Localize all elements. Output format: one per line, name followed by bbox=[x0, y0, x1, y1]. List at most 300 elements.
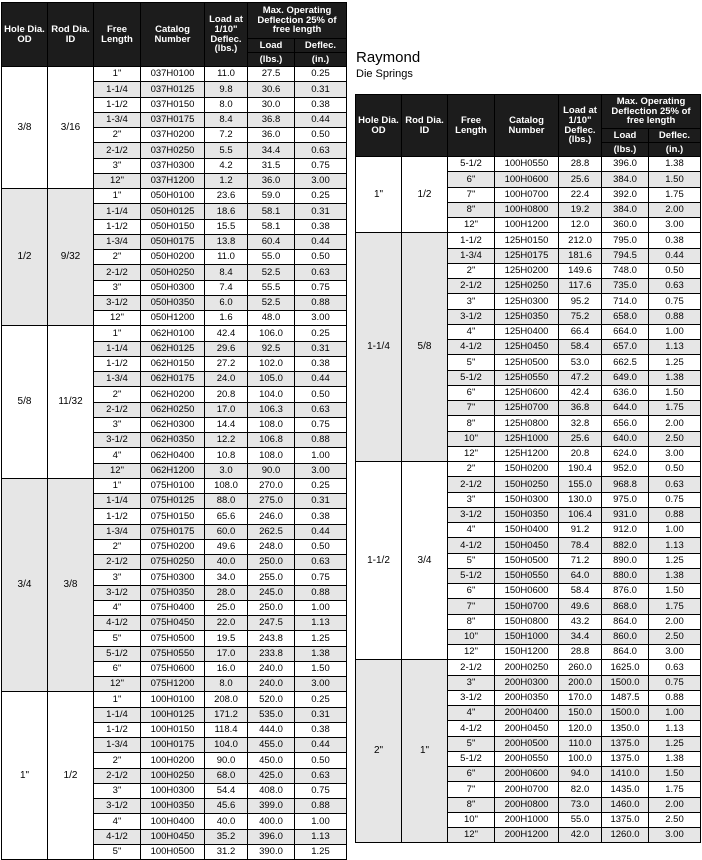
free-cell: 3" bbox=[94, 570, 141, 585]
max-deflec-cell: 1.75 bbox=[649, 401, 701, 416]
max-deflec-cell: 0.44 bbox=[295, 524, 347, 539]
max-load-cell: 262.5 bbox=[248, 524, 295, 539]
load-cell: 208.0 bbox=[205, 692, 248, 707]
load-cell: 200.0 bbox=[559, 675, 602, 690]
load-cell: 10.8 bbox=[205, 448, 248, 463]
max-load-cell: 48.0 bbox=[248, 311, 295, 326]
max-deflec-cell: 0.63 bbox=[649, 279, 701, 294]
load-cell: 71.2 bbox=[559, 553, 602, 568]
load-cell: 11.0 bbox=[205, 250, 248, 265]
catalog-cell: 100H0700 bbox=[495, 187, 559, 202]
catalog-cell: 125H0450 bbox=[495, 340, 559, 355]
max-load-cell: 1410.0 bbox=[602, 767, 649, 782]
max-deflec-cell: 0.50 bbox=[295, 128, 347, 143]
max-load-cell: 664.0 bbox=[602, 324, 649, 339]
max-load-cell: 952.0 bbox=[602, 462, 649, 477]
catalog-cell: 075H1200 bbox=[141, 677, 205, 692]
load-cell: 11.0 bbox=[205, 67, 248, 82]
header-unit-in: (in.) bbox=[649, 143, 701, 157]
max-deflec-cell: 1.13 bbox=[295, 616, 347, 631]
free-cell: 1-1/2 bbox=[94, 219, 141, 234]
load-cell: 1.6 bbox=[205, 311, 248, 326]
max-deflec-cell: 0.38 bbox=[649, 233, 701, 248]
max-load-cell: 399.0 bbox=[248, 799, 295, 814]
free-cell: 4" bbox=[448, 706, 495, 721]
catalog-cell: 200H0550 bbox=[495, 751, 559, 766]
load-cell: 260.0 bbox=[559, 660, 602, 675]
free-cell: 6" bbox=[448, 584, 495, 599]
max-load-cell: 36.0 bbox=[248, 128, 295, 143]
max-load-cell: 748.0 bbox=[602, 263, 649, 278]
max-load-cell: 735.0 bbox=[602, 279, 649, 294]
max-deflec-cell: 0.63 bbox=[649, 477, 701, 492]
header-max-deflection: Max. Operating Deflection 25% of free length bbox=[602, 95, 701, 129]
free-cell: 1-1/4 bbox=[94, 341, 141, 356]
catalog-cell: 075H0500 bbox=[141, 631, 205, 646]
max-load-cell: 396.0 bbox=[248, 829, 295, 844]
max-deflec-cell: 0.38 bbox=[295, 356, 347, 371]
max-deflec-cell: 0.63 bbox=[295, 143, 347, 158]
catalog-cell: 150H0550 bbox=[495, 568, 559, 583]
catalog-cell: 100H0200 bbox=[141, 753, 205, 768]
table-row bbox=[2, 189, 347, 204]
header-rod-dia: Rod Dia. ID bbox=[402, 95, 448, 157]
load-cell: 58.4 bbox=[559, 584, 602, 599]
header-hole-dia: Hole Dia. OD bbox=[2, 3, 48, 67]
free-cell: 1" bbox=[94, 692, 141, 707]
max-load-cell: 58.1 bbox=[248, 219, 295, 234]
rod-dia-cell: 1/2 bbox=[48, 692, 94, 860]
max-deflec-cell: 0.88 bbox=[295, 433, 347, 448]
load-cell: 150.0 bbox=[559, 706, 602, 721]
max-deflec-cell: 1.25 bbox=[649, 355, 701, 370]
hole-dia-cell: 1-1/2 bbox=[356, 462, 402, 660]
free-cell: 7" bbox=[448, 599, 495, 614]
load-cell: 1.2 bbox=[205, 173, 248, 188]
max-load-cell: 105.0 bbox=[248, 372, 295, 387]
catalog-cell: 062H0125 bbox=[141, 341, 205, 356]
header-max-deflec: Deflec. bbox=[295, 39, 347, 53]
max-deflec-cell: 0.63 bbox=[295, 265, 347, 280]
free-cell: 6" bbox=[94, 661, 141, 676]
max-deflec-cell: 0.88 bbox=[295, 585, 347, 600]
max-load-cell: 860.0 bbox=[602, 629, 649, 644]
max-deflec-cell: 1.38 bbox=[295, 646, 347, 661]
brand-name: Raymond bbox=[356, 49, 421, 66]
max-deflec-cell: 1.75 bbox=[649, 782, 701, 797]
catalog-cell: 075H0350 bbox=[141, 585, 205, 600]
max-load-cell: 255.0 bbox=[248, 570, 295, 585]
max-deflec-cell: 0.31 bbox=[295, 204, 347, 219]
max-deflec-cell: 0.31 bbox=[295, 82, 347, 97]
load-cell: 75.2 bbox=[559, 309, 602, 324]
catalog-cell: 150H0600 bbox=[495, 584, 559, 599]
max-deflec-cell: 1.38 bbox=[649, 157, 701, 172]
load-cell: 42.4 bbox=[559, 385, 602, 400]
catalog-cell: 125H0700 bbox=[495, 401, 559, 416]
free-cell: 5-1/2 bbox=[448, 751, 495, 766]
load-cell: 12.0 bbox=[559, 218, 602, 233]
catalog-cell: 125H0800 bbox=[495, 416, 559, 431]
catalog-cell: 125H0250 bbox=[495, 279, 559, 294]
header-catalog-number: Catalog Number bbox=[495, 95, 559, 157]
max-load-cell: 384.0 bbox=[602, 202, 649, 217]
max-deflec-cell: 0.25 bbox=[295, 692, 347, 707]
max-load-cell: 30.0 bbox=[248, 97, 295, 112]
load-cell: 130.0 bbox=[559, 492, 602, 507]
catalog-cell: 062H0175 bbox=[141, 372, 205, 387]
max-deflec-cell: 0.50 bbox=[295, 250, 347, 265]
max-load-cell: 106.8 bbox=[248, 433, 295, 448]
load-cell: 66.4 bbox=[559, 324, 602, 339]
load-cell: 8.4 bbox=[205, 265, 248, 280]
load-cell: 25.0 bbox=[205, 600, 248, 615]
max-deflec-cell: 0.63 bbox=[295, 402, 347, 417]
header-unit-lbs: (lbs.) bbox=[248, 53, 295, 67]
hole-dia-cell: 3/8 bbox=[2, 67, 48, 189]
free-cell: 1" bbox=[94, 478, 141, 493]
max-deflec-cell: 0.25 bbox=[295, 478, 347, 493]
max-load-cell: 384.0 bbox=[602, 172, 649, 187]
free-cell: 6" bbox=[448, 767, 495, 782]
max-deflec-cell: 1.50 bbox=[295, 661, 347, 676]
free-cell: 4" bbox=[94, 600, 141, 615]
max-load-cell: 636.0 bbox=[602, 385, 649, 400]
rod-dia-cell: 9/32 bbox=[48, 189, 94, 326]
max-deflec-cell: 3.00 bbox=[649, 218, 701, 233]
catalog-cell: 100H0350 bbox=[141, 799, 205, 814]
max-deflec-cell: 0.44 bbox=[295, 738, 347, 753]
max-load-cell: 658.0 bbox=[602, 309, 649, 324]
catalog-cell: 200H0500 bbox=[495, 736, 559, 751]
free-cell: 2" bbox=[94, 753, 141, 768]
load-cell: 15.5 bbox=[205, 219, 248, 234]
max-load-cell: 880.0 bbox=[602, 568, 649, 583]
free-cell: 1-1/4 bbox=[94, 494, 141, 509]
hole-dia-cell: 1/2 bbox=[2, 189, 48, 326]
catalog-cell: 150H0500 bbox=[495, 553, 559, 568]
max-deflec-cell: 0.25 bbox=[295, 189, 347, 204]
header-free-length: Free Length bbox=[448, 95, 495, 157]
catalog-cell: 200H1200 bbox=[495, 828, 559, 843]
free-cell: 2-1/2 bbox=[448, 660, 495, 675]
free-cell: 4" bbox=[94, 448, 141, 463]
max-load-cell: 931.0 bbox=[602, 507, 649, 522]
load-cell: 49.6 bbox=[559, 599, 602, 614]
free-cell: 1-1/2 bbox=[94, 356, 141, 371]
catalog-cell: 075H0600 bbox=[141, 661, 205, 676]
free-cell: 12" bbox=[448, 218, 495, 233]
max-deflec-cell: 1.00 bbox=[295, 448, 347, 463]
load-cell: 181.6 bbox=[559, 248, 602, 263]
load-cell: 6.0 bbox=[205, 295, 248, 310]
load-cell: 8.0 bbox=[205, 677, 248, 692]
max-deflec-cell: 0.75 bbox=[295, 570, 347, 585]
max-load-cell: 396.0 bbox=[602, 157, 649, 172]
free-cell: 4-1/2 bbox=[94, 829, 141, 844]
max-load-cell: 644.0 bbox=[602, 401, 649, 416]
free-cell: 8" bbox=[448, 416, 495, 431]
max-deflec-cell: 1.75 bbox=[649, 599, 701, 614]
table-row bbox=[2, 478, 347, 493]
max-deflec-cell: 0.88 bbox=[649, 309, 701, 324]
load-cell: 53.0 bbox=[559, 355, 602, 370]
load-cell: 36.8 bbox=[559, 401, 602, 416]
free-cell: 10" bbox=[448, 812, 495, 827]
free-cell: 8" bbox=[448, 614, 495, 629]
header-load: Load at 1/10" Deflec. (lbs.) bbox=[205, 3, 248, 67]
free-cell: 5" bbox=[448, 355, 495, 370]
max-deflec-cell: 0.25 bbox=[295, 326, 347, 341]
catalog-cell: 037H0300 bbox=[141, 158, 205, 173]
free-cell: 2" bbox=[448, 462, 495, 477]
load-cell: 27.2 bbox=[205, 356, 248, 371]
max-deflec-cell: 0.38 bbox=[295, 509, 347, 524]
header-rod-dia: Rod Dia. ID bbox=[48, 3, 94, 67]
load-cell: 8.4 bbox=[205, 112, 248, 127]
free-cell: 1" bbox=[94, 189, 141, 204]
load-cell: 73.0 bbox=[559, 797, 602, 812]
table-row bbox=[356, 462, 701, 477]
max-deflec-cell: 2.00 bbox=[649, 416, 701, 431]
max-load-cell: 912.0 bbox=[602, 523, 649, 538]
free-cell: 10" bbox=[448, 629, 495, 644]
catalog-cell: 125H1200 bbox=[495, 446, 559, 461]
table-row bbox=[356, 233, 701, 248]
free-cell: 3-1/2 bbox=[94, 433, 141, 448]
max-deflec-cell: 1.50 bbox=[649, 385, 701, 400]
free-cell: 5" bbox=[94, 631, 141, 646]
max-load-cell: 1500.0 bbox=[602, 675, 649, 690]
max-load-cell: 246.0 bbox=[248, 509, 295, 524]
subtitle: Die Springs bbox=[356, 68, 413, 80]
max-load-cell: 104.0 bbox=[248, 387, 295, 402]
load-cell: 120.0 bbox=[559, 721, 602, 736]
max-deflec-cell: 0.50 bbox=[649, 263, 701, 278]
max-deflec-cell: 1.13 bbox=[649, 340, 701, 355]
catalog-cell: 100H0300 bbox=[141, 783, 205, 798]
max-load-cell: 360.0 bbox=[602, 218, 649, 233]
max-deflec-cell: 1.25 bbox=[649, 553, 701, 568]
free-cell: 5-1/2 bbox=[448, 370, 495, 385]
max-load-cell: 34.4 bbox=[248, 143, 295, 158]
max-deflec-cell: 2.00 bbox=[649, 614, 701, 629]
load-cell: 14.4 bbox=[205, 417, 248, 432]
max-load-cell: 520.0 bbox=[248, 692, 295, 707]
load-cell: 94.0 bbox=[559, 767, 602, 782]
catalog-cell: 075H0200 bbox=[141, 539, 205, 554]
max-load-cell: 390.0 bbox=[248, 844, 295, 859]
free-cell: 1-3/4 bbox=[94, 738, 141, 753]
hole-dia-cell: 1-1/4 bbox=[356, 233, 402, 462]
load-cell: 100.0 bbox=[559, 751, 602, 766]
free-cell: 5-1/2 bbox=[448, 568, 495, 583]
load-cell: 88.0 bbox=[205, 494, 248, 509]
catalog-cell: 062H0400 bbox=[141, 448, 205, 463]
max-deflec-cell: 1.00 bbox=[295, 814, 347, 829]
catalog-cell: 062H0100 bbox=[141, 326, 205, 341]
free-cell: 5-1/2 bbox=[94, 646, 141, 661]
max-load-cell: 1375.0 bbox=[602, 812, 649, 827]
catalog-cell: 200H0350 bbox=[495, 690, 559, 705]
load-cell: 25.6 bbox=[559, 172, 602, 187]
rod-dia-cell: 1/2 bbox=[402, 157, 448, 233]
load-cell: 42.4 bbox=[205, 326, 248, 341]
free-cell: 2" bbox=[448, 263, 495, 278]
max-load-cell: 657.0 bbox=[602, 340, 649, 355]
catalog-cell: 150H0400 bbox=[495, 523, 559, 538]
hole-dia-cell: 5/8 bbox=[2, 326, 48, 479]
max-load-cell: 250.0 bbox=[248, 600, 295, 615]
free-cell: 8" bbox=[448, 202, 495, 217]
load-cell: 117.6 bbox=[559, 279, 602, 294]
max-deflec-cell: 1.00 bbox=[649, 523, 701, 538]
free-cell: 5" bbox=[94, 844, 141, 859]
catalog-cell: 100H0500 bbox=[141, 844, 205, 859]
load-cell: 155.0 bbox=[559, 477, 602, 492]
free-cell: 3" bbox=[94, 280, 141, 295]
max-load-cell: 243.8 bbox=[248, 631, 295, 646]
catalog-cell: 075H0125 bbox=[141, 494, 205, 509]
max-load-cell: 247.5 bbox=[248, 616, 295, 631]
load-cell: 110.0 bbox=[559, 736, 602, 751]
max-load-cell: 1625.0 bbox=[602, 660, 649, 675]
max-deflec-cell: 0.31 bbox=[295, 341, 347, 356]
catalog-cell: 125H0400 bbox=[495, 324, 559, 339]
max-deflec-cell: 1.13 bbox=[649, 721, 701, 736]
max-deflec-cell: 0.75 bbox=[649, 294, 701, 309]
catalog-cell: 125H0300 bbox=[495, 294, 559, 309]
free-cell: 1-3/4 bbox=[94, 112, 141, 127]
free-cell: 2-1/2 bbox=[94, 143, 141, 158]
max-load-cell: 90.0 bbox=[248, 463, 295, 478]
free-cell: 4" bbox=[448, 523, 495, 538]
catalog-cell: 150H1200 bbox=[495, 645, 559, 660]
max-deflec-cell: 0.25 bbox=[295, 67, 347, 82]
free-cell: 2-1/2 bbox=[448, 279, 495, 294]
max-deflec-cell: 0.44 bbox=[295, 372, 347, 387]
max-deflec-cell: 1.13 bbox=[649, 538, 701, 553]
max-load-cell: 36.0 bbox=[248, 173, 295, 188]
max-load-cell: 60.4 bbox=[248, 234, 295, 249]
max-load-cell: 864.0 bbox=[602, 614, 649, 629]
max-deflec-cell: 1.13 bbox=[295, 829, 347, 844]
max-deflec-cell: 0.44 bbox=[295, 234, 347, 249]
max-deflec-cell: 2.50 bbox=[649, 431, 701, 446]
max-load-cell: 108.0 bbox=[248, 448, 295, 463]
catalog-cell: 050H0250 bbox=[141, 265, 205, 280]
max-deflec-cell: 1.50 bbox=[649, 584, 701, 599]
header-hole-dia: Hole Dia. OD bbox=[356, 95, 402, 157]
header-catalog-number: Catalog Number bbox=[141, 3, 205, 67]
load-cell: 108.0 bbox=[205, 478, 248, 493]
max-deflec-cell: 0.88 bbox=[649, 507, 701, 522]
table-row bbox=[2, 326, 347, 341]
catalog-cell: 050H0150 bbox=[141, 219, 205, 234]
max-load-cell: 444.0 bbox=[248, 722, 295, 737]
free-cell: 2-1/2 bbox=[94, 768, 141, 783]
load-cell: 40.0 bbox=[205, 555, 248, 570]
free-cell: 3-1/2 bbox=[94, 295, 141, 310]
catalog-cell: 150H0700 bbox=[495, 599, 559, 614]
catalog-cell: 037H0200 bbox=[141, 128, 205, 143]
max-deflec-cell: 0.44 bbox=[295, 112, 347, 127]
free-cell: 1" bbox=[94, 67, 141, 82]
free-cell: 6" bbox=[448, 385, 495, 400]
free-cell: 6" bbox=[448, 172, 495, 187]
max-load-cell: 106.3 bbox=[248, 402, 295, 417]
max-load-cell: 794.5 bbox=[602, 248, 649, 263]
max-deflec-cell: 1.50 bbox=[649, 767, 701, 782]
max-deflec-cell: 3.00 bbox=[649, 645, 701, 660]
max-deflec-cell: 0.50 bbox=[295, 387, 347, 402]
table-row bbox=[2, 692, 347, 707]
header-max-load: Load bbox=[602, 129, 649, 143]
free-cell: 5" bbox=[448, 736, 495, 751]
max-load-cell: 1350.0 bbox=[602, 721, 649, 736]
load-cell: 90.0 bbox=[205, 753, 248, 768]
max-load-cell: 864.0 bbox=[602, 645, 649, 660]
catalog-cell: 125H0350 bbox=[495, 309, 559, 324]
max-load-cell: 240.0 bbox=[248, 661, 295, 676]
max-load-cell: 714.0 bbox=[602, 294, 649, 309]
free-cell: 3-1/2 bbox=[448, 309, 495, 324]
catalog-cell: 062H0350 bbox=[141, 433, 205, 448]
catalog-cell: 150H0200 bbox=[495, 462, 559, 477]
max-load-cell: 1375.0 bbox=[602, 751, 649, 766]
catalog-cell: 100H0100 bbox=[141, 692, 205, 707]
max-deflec-cell: 0.75 bbox=[295, 158, 347, 173]
load-cell: 45.6 bbox=[205, 799, 248, 814]
free-cell: 1-1/4 bbox=[94, 204, 141, 219]
free-cell: 3-1/2 bbox=[448, 507, 495, 522]
free-cell: 3-1/2 bbox=[94, 585, 141, 600]
max-load-cell: 250.0 bbox=[248, 555, 295, 570]
table-row bbox=[356, 157, 701, 172]
catalog-cell: 200H0250 bbox=[495, 660, 559, 675]
load-cell: 104.0 bbox=[205, 738, 248, 753]
free-cell: 2" bbox=[94, 539, 141, 554]
load-cell: 13.8 bbox=[205, 234, 248, 249]
max-deflec-cell: 0.38 bbox=[295, 219, 347, 234]
load-cell: 58.4 bbox=[559, 340, 602, 355]
load-cell: 28.8 bbox=[559, 645, 602, 660]
catalog-cell: 125H0550 bbox=[495, 370, 559, 385]
max-deflec-cell: 0.31 bbox=[295, 707, 347, 722]
max-load-cell: 36.8 bbox=[248, 112, 295, 127]
catalog-cell: 100H0400 bbox=[141, 814, 205, 829]
load-cell: 3.0 bbox=[205, 463, 248, 478]
catalog-cell: 200H0800 bbox=[495, 797, 559, 812]
load-cell: 32.8 bbox=[559, 416, 602, 431]
free-cell: 1-3/4 bbox=[94, 234, 141, 249]
load-cell: 190.4 bbox=[559, 462, 602, 477]
max-load-cell: 1500.0 bbox=[602, 706, 649, 721]
load-cell: 12.2 bbox=[205, 433, 248, 448]
catalog-cell: 100H0150 bbox=[141, 722, 205, 737]
free-cell: 1-1/4 bbox=[94, 707, 141, 722]
max-deflec-cell: 1.38 bbox=[649, 568, 701, 583]
load-cell: 28.8 bbox=[559, 157, 602, 172]
max-deflec-cell: 0.38 bbox=[295, 97, 347, 112]
load-cell: 47.2 bbox=[559, 370, 602, 385]
load-cell: 4.2 bbox=[205, 158, 248, 173]
max-load-cell: 1260.0 bbox=[602, 828, 649, 843]
free-cell: 1-1/2 bbox=[94, 509, 141, 524]
free-cell: 2-1/2 bbox=[94, 402, 141, 417]
max-deflec-cell: 0.44 bbox=[649, 248, 701, 263]
catalog-cell: 037H1200 bbox=[141, 173, 205, 188]
